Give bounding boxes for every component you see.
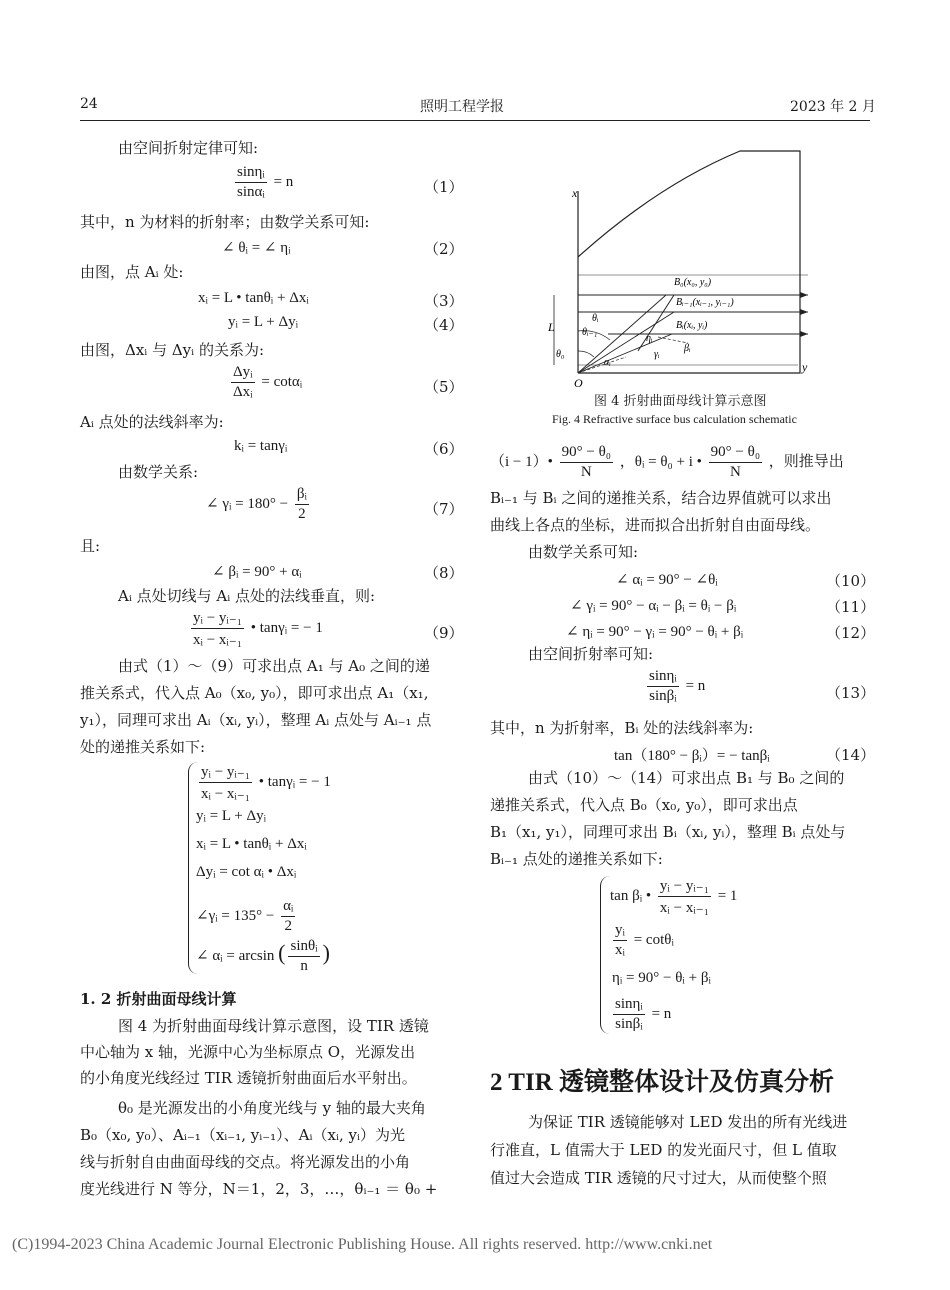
equation-2: ∠ θᵢ = ∠ ηᵢ bbox=[222, 240, 291, 256]
system-1-line-1: $\frac{\text{yᵢ − yᵢ₋₁}}{\text{xᵢ − xᵢ₋₁}}$ • tanγᵢ = − 1 bbox=[201, 764, 331, 802]
system-1-line-2: yᵢ = L + Δyᵢ bbox=[196, 808, 267, 824]
refraction-known-text: 由空间折射率可知: bbox=[528, 645, 654, 663]
label-gamma-i: γᵢ bbox=[654, 349, 660, 360]
x-axis-label: x bbox=[572, 186, 578, 200]
system-2-line-3: ηᵢ = 90° − θᵢ + βᵢ bbox=[612, 970, 711, 986]
ray-bim1-arrow bbox=[800, 309, 808, 315]
from-fig-point: 由图，点 Aᵢ 处: bbox=[80, 263, 184, 281]
paragraph-3-line-3: 线与折射自由曲面母线的交点。将光源发出的小角 bbox=[80, 1153, 411, 1171]
perp-line-text: Aᵢ 点处切线与 Aᵢ 点处的法线垂直，则: bbox=[118, 587, 376, 605]
journal-title: 照明工程学报 bbox=[420, 99, 504, 115]
system-2-line-4: $\frac{\text{sinηᵢ}}{\text{sinβᵢ}}$ = n bbox=[615, 996, 672, 1032]
label-alpha-i: αᵢ bbox=[604, 357, 611, 368]
figure-4-diagram bbox=[548, 125, 818, 390]
equation-7: ∠ γᵢ = 180° − $\frac{\text{βᵢ}}{2}$ bbox=[206, 486, 307, 522]
equation-9-number: （9） bbox=[424, 624, 464, 642]
equation-2-number: （2） bbox=[424, 240, 464, 258]
copyright-footer: (C)1994-2023 China Academic Journal Electronic Publishing House. All rights reserved. http://www.cnki.net bbox=[12, 1236, 713, 1253]
label-bi: Bᵢ(xᵢ, yᵢ) bbox=[676, 320, 708, 331]
section-1-2-heading: 1. 2 折射曲面母线计算 bbox=[80, 990, 237, 1008]
equation-9: $\frac{\text{yᵢ − yᵢ₋₁}}{\text{xᵢ − xᵢ₋₁}}$ • tanγᵢ = − 1 bbox=[193, 610, 323, 648]
equation-14: tan（180° − βᵢ）= − tanβᵢ bbox=[614, 748, 770, 764]
theta-definition-line: （i − 1）• $\frac{\text{90° − θ₀}}{N}$ ，θᵢ = θ₀ + i • $\frac{\text{90° − θ₀}}{N}$ ，则推导出 bbox=[490, 444, 844, 480]
paragraph-2-line-1: 图 4 为折射曲面母线计算示意图，设 TIR 透镜 bbox=[118, 1017, 429, 1035]
equation-3: xᵢ = L • tanθᵢ + Δxᵢ bbox=[198, 290, 309, 306]
paragraph-5-line-2: 行准直，L 值需大于 LED 的发光面尺寸，但 L 值取 bbox=[490, 1141, 837, 1159]
equation-8-number: （8） bbox=[424, 564, 464, 582]
normal-slope-text: Aᵢ 点处的法线斜率为: bbox=[80, 413, 224, 431]
equation-6: kᵢ = tanγᵢ bbox=[234, 438, 288, 454]
equation-3-number: （3） bbox=[424, 292, 464, 310]
figure-caption-cn: 图 4 折射曲面母线计算示意图 bbox=[594, 394, 767, 409]
system-1-line-4: Δyᵢ = cot αᵢ • Δxᵢ bbox=[196, 864, 297, 880]
system-2-line-2: $\frac{\text{yᵢ}}{\text{xᵢ}}$ = cotθᵢ bbox=[615, 922, 674, 958]
system-1-line-6: ∠ αᵢ = arcsin ( $\frac{\text{sinθᵢ}}{n}$ ) bbox=[196, 938, 330, 974]
equation-4: yᵢ = L + Δyᵢ bbox=[228, 314, 299, 330]
system-1-line-5: ∠γᵢ = 135° − $\frac{\text{αᵢ}}{2}$ bbox=[196, 898, 294, 934]
from-fig-relation: 由图，Δxᵢ 与 Δyᵢ 的关系为: bbox=[80, 341, 264, 359]
equation-6-number: （6） bbox=[424, 440, 464, 458]
equation-10-number: （10） bbox=[826, 572, 876, 590]
label-theta-0: θ₀ bbox=[556, 349, 565, 360]
math-relation-text: 由数学关系: bbox=[118, 463, 199, 481]
equation-11: ∠ γᵢ = 90° − αᵢ − βᵢ = θᵢ − βᵢ bbox=[570, 598, 737, 614]
paragraph-2-line-3: 的小角度光线经过 TIR 透镜折射曲面后水平射出。 bbox=[80, 1069, 417, 1087]
equation-1: $\frac{\text{sinηᵢ}}{\text{sinαᵢ}}$ = n bbox=[237, 164, 294, 200]
right-line-2: Bᵢ₋₁ 与 Bᵢ 之间的递推关系，结合边界值就可以求出 bbox=[490, 489, 832, 507]
equation-13: $\frac{\text{sinηᵢ}}{\text{sinβᵢ}}$ = n bbox=[649, 668, 706, 704]
equation-14-number: （14） bbox=[826, 746, 876, 764]
paragraph-1-line-3: y₁），同理可求出 Aᵢ（xᵢ, yᵢ），整理 Aᵢ 点处与 Aᵢ₋₁ 点 bbox=[80, 711, 432, 729]
ray-b0-arrow bbox=[800, 292, 808, 298]
label-theta-im1: θᵢ₋₁ bbox=[582, 327, 598, 338]
label-eta-i: ηᵢ bbox=[646, 333, 653, 344]
equation-7-number: （7） bbox=[424, 500, 464, 518]
paragraph-1-line-1: 由式（1）～（9）可求出点 A₁ 与 A₀ 之间的递 bbox=[118, 657, 430, 675]
equation-4-number: （4） bbox=[424, 316, 464, 334]
paragraph-3-line-2: B₀（x₀, y₀）、Aᵢ₋₁（xᵢ₋₁, yᵢ₋₁）、Aᵢ（xᵢ, yᵢ）为光 bbox=[80, 1126, 406, 1144]
label-bim1: Bᵢ₋₁(xᵢ₋₁, yᵢ₋₁) bbox=[676, 297, 734, 308]
paragraph-5-line-3: 值过大会造成 TIR 透镜的尺寸过大，从而使整个照 bbox=[490, 1169, 827, 1187]
system-2-line-1: tan βᵢ • $\frac{\text{yᵢ − yᵢ₋₁}}{\text{xᵢ − xᵢ₋₁}}$ = 1 bbox=[610, 878, 738, 916]
header-rule bbox=[80, 120, 870, 121]
ray-bi-arrow bbox=[800, 331, 808, 337]
paragraph-2-line-2: 中心轴为 x 轴，光源中心为坐标原点 O，光源发出 bbox=[80, 1043, 416, 1061]
paragraph-3-line-4: 度光线进行 N 等分，N＝1，2，3，…，θᵢ₋₁ ＝ θ₀ + bbox=[80, 1180, 438, 1198]
equation-12-number: （12） bbox=[826, 624, 876, 642]
equation-8: ∠ βᵢ = 90° + αᵢ bbox=[212, 564, 302, 580]
y-axis-label: y bbox=[802, 360, 808, 374]
right-line-3: 曲线上各点的坐标，进而拟合出折射自由面母线。 bbox=[490, 516, 821, 534]
math-known-text: 由数学关系可知: bbox=[528, 543, 639, 561]
equation-13-number: （13） bbox=[826, 684, 876, 702]
paragraph-4-line-1: 由式（10）～（14）可求出点 B₁ 与 B₀ 之间的 bbox=[528, 769, 845, 787]
issue-date: 2023 年 2 月 bbox=[790, 99, 876, 115]
equation-5-number: （5） bbox=[424, 378, 464, 396]
label-beta-i: βᵢ bbox=[684, 343, 691, 354]
paragraph-5-line-1: 为保证 TIR 透镜能够对 LED 发出的所有光线进 bbox=[528, 1113, 848, 1131]
paragraph-4-line-3: B₁（x₁, y₁），同理可求出 Bᵢ（xᵢ, yᵢ），整理 Bᵢ 点处与 bbox=[490, 823, 846, 841]
page-number: 24 bbox=[80, 96, 98, 112]
figure-caption-en: Fig. 4 Refractive surface bus calculation schematic bbox=[552, 412, 797, 426]
section-2-heading: 2 TIR 透镜整体设计及仿真分析 bbox=[490, 1069, 835, 1096]
refractive-surface-curve bbox=[578, 151, 800, 373]
intro-refraction: 由空间折射定律可知: bbox=[118, 139, 259, 157]
equation-12: ∠ ηᵢ = 90° − γᵢ = 90° − θᵢ + βᵢ bbox=[566, 624, 744, 640]
l-dimension-label: L bbox=[548, 320, 555, 334]
label-theta-i: θᵢ bbox=[592, 313, 599, 324]
and-text: 且: bbox=[80, 537, 101, 555]
paragraph-1-line-4: 处的递推关系如下: bbox=[80, 738, 206, 756]
paragraph-4-line-4: Bᵢ₋₁ 点处的递推关系如下: bbox=[490, 850, 663, 868]
where-n-text: 其中，n 为材料的折射率；由数学关系可知: bbox=[80, 213, 370, 231]
arc-theta-0 bbox=[578, 351, 594, 357]
where-n2-text: 其中，n 为折射率，Bᵢ 处的法线斜率为: bbox=[490, 719, 754, 737]
system-1-line-3: xᵢ = L • tanθᵢ + Δxᵢ bbox=[196, 836, 307, 852]
paragraph-4-line-2: 递推关系式，代入点 B₀（x₀, y₀），即可求出点 bbox=[490, 796, 798, 814]
label-b0: B₀(x₀, y₀) bbox=[674, 277, 712, 288]
equation-11-number: （11） bbox=[826, 598, 876, 616]
origin-label: O bbox=[574, 376, 583, 390]
equation-5: $\frac{\text{Δyᵢ}}{\text{Δxᵢ}}$ = cotαᵢ bbox=[233, 364, 303, 400]
equation-10: ∠ αᵢ = 90° − ∠θᵢ bbox=[616, 572, 718, 588]
paragraph-3-line-1: θ₀ 是光源发出的小角度光线与 y 轴的最大夹角 bbox=[118, 1099, 426, 1117]
equation-1-number: （1） bbox=[424, 178, 464, 196]
paragraph-1-line-2: 推关系式，代入点 A₀（x₀, y₀），即可求出点 A₁（x₁, bbox=[80, 684, 429, 702]
